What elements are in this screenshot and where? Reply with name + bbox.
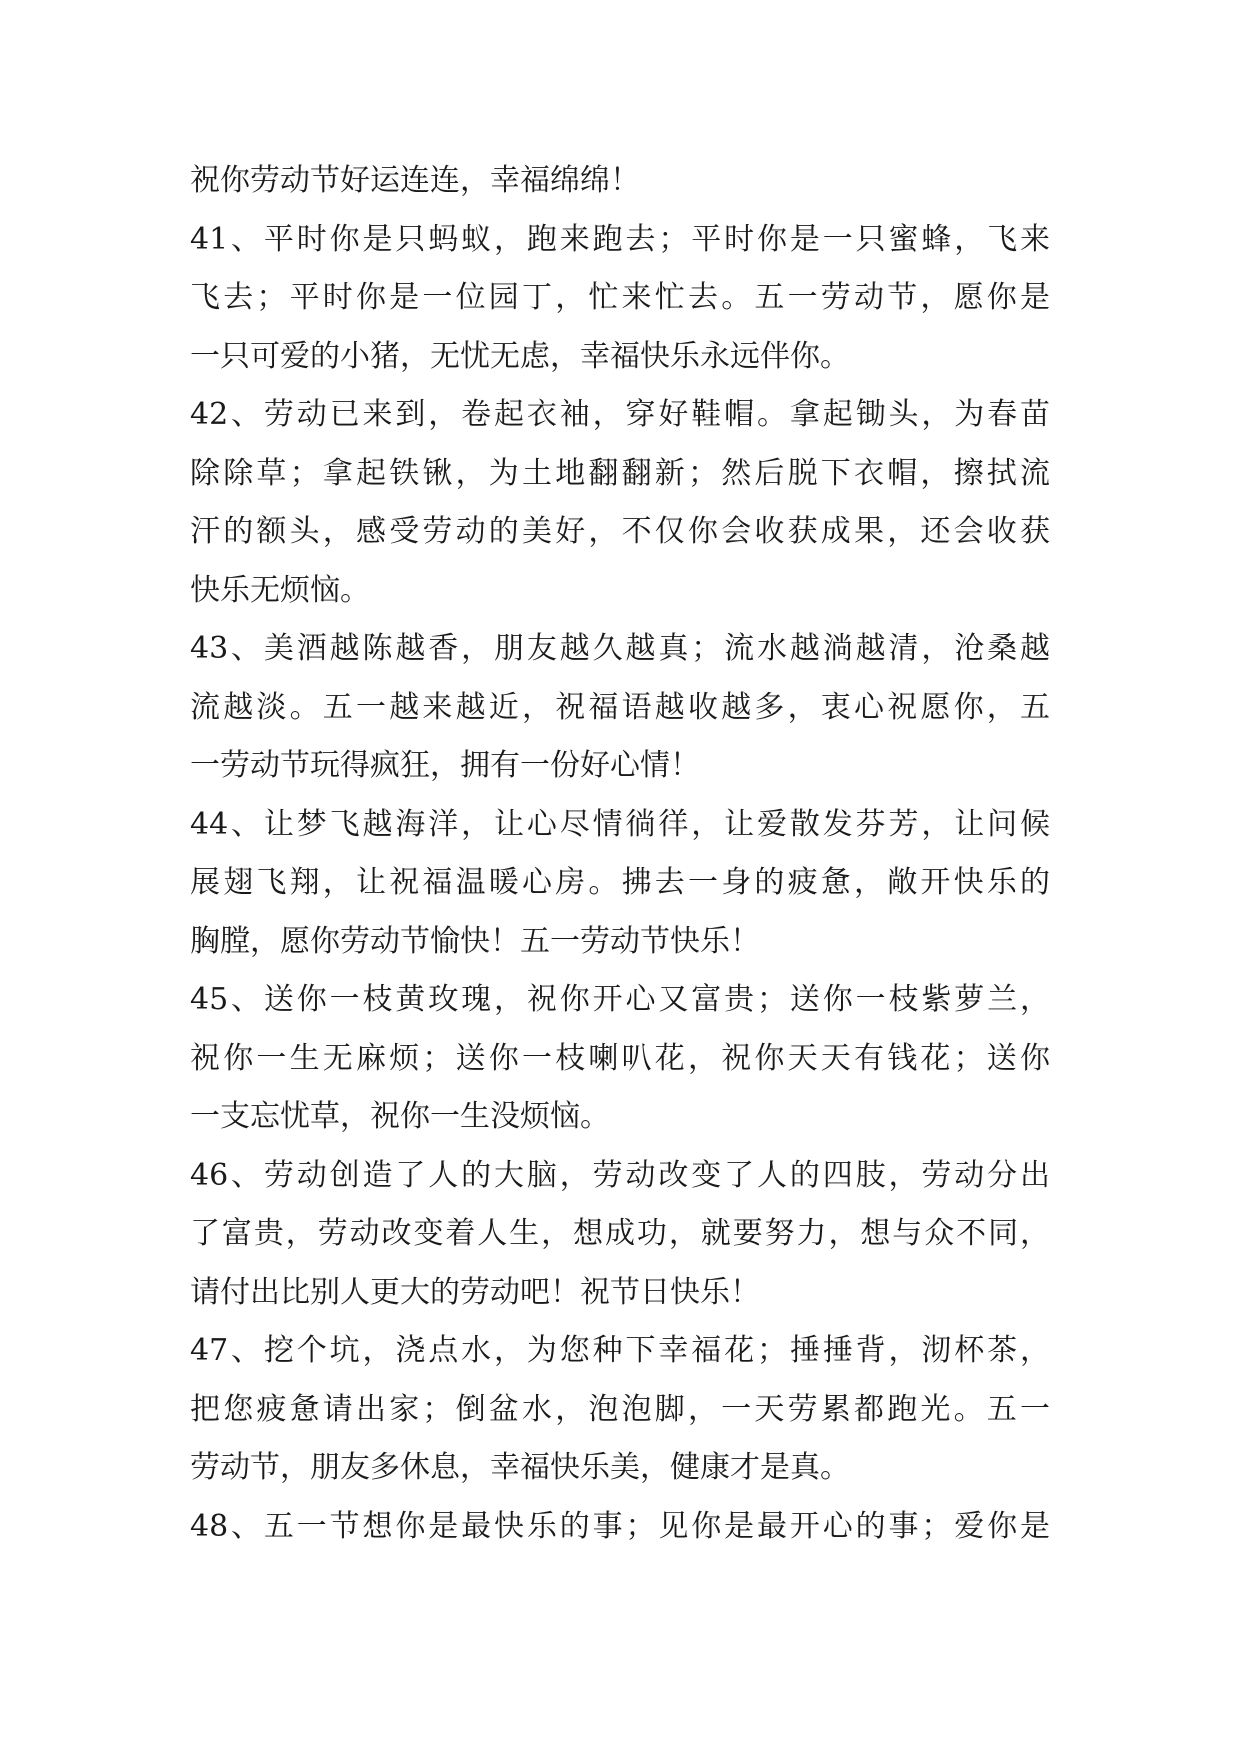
text-line: 45、送你一枝黄玫瑰，祝你开心又富贵；送你一枝紫萝兰， — [190, 982, 1050, 1017]
text-line: 飞去；平时你是一位园丁，忙来忙去。五一劳动节，愿你是 — [190, 280, 1050, 315]
document-body — [190, 152, 1050, 1556]
text-line: 祝你一生无麻烦；送你一枝喇叭花，祝你天天有钱花；送你 — [190, 1040, 1050, 1076]
text-line: 展翅飞翔，让祝福温暖心房。拂去一身的疲惫，敞开快乐的 — [190, 865, 1050, 900]
text-line: 一劳动节玩得疯狂，拥有一份好心情！ — [190, 748, 700, 783]
text-line: 41、平时你是只蚂蚁，跑来跑去；平时你是一只蜜蜂，飞来 — [190, 221, 1050, 257]
text-line: 把您疲惫请出家；倒盆水，泡泡脚，一天劳累都跑光。五一 — [190, 1391, 1050, 1427]
text-line: 了富贵，劳动改变着人生，想成功，就要努力，想与众不同， — [190, 1216, 1050, 1251]
text-line: 48、五一节想你是最快乐的事；见你是最开心的事；爱你是 — [190, 1508, 1050, 1544]
text-line: 除除草；拿起铁锹，为土地翻翻新；然后脱下衣帽，擦拭流 — [190, 455, 1050, 491]
text-line: 一只可爱的小猪，无忧无虑，幸福快乐永远伴你。 — [190, 338, 850, 374]
text-line: 汗的额头，感受劳动的美好，不仅你会收获成果，还会收获 — [190, 514, 1050, 549]
text-line: 一支忘忧草，祝你一生没烦恼。 — [190, 1099, 610, 1134]
text-line: 44、让梦飞越海洋，让心尽情徜徉，让爱散发芬芳，让问候 — [190, 806, 1050, 842]
text-line: 祝你劳动节好运连连，幸福绵绵！ — [190, 163, 640, 198]
text-line: 42、劳动已来到，卷起衣袖，穿好鞋帽。拿起锄头，为春苗 — [190, 397, 1050, 432]
text-line: 流越淡。五一越来越近，祝福语越收越多，衷心祝愿你，五 — [190, 689, 1050, 725]
text-line: 46、劳动创造了人的大脑，劳动改变了人的四肢，劳动分出 — [190, 1157, 1050, 1193]
text-line: 胸膛，愿你劳动节愉快！五一劳动节快乐！ — [190, 923, 760, 959]
text-line: 劳动节，朋友多休息，幸福快乐美，健康才是真。 — [190, 1450, 850, 1485]
text-line: 43、美酒越陈越香，朋友越久越真；流水越淌越清，沧桑越 — [190, 631, 1050, 666]
text-line: 请付出比别人更大的劳动吧！祝节日快乐！ — [190, 1274, 760, 1310]
text-line: 47、挖个坑，浇点水，为您种下幸福花；捶捶背，沏杯茶， — [190, 1333, 1050, 1368]
text-line: 快乐无烦恼。 — [190, 572, 370, 608]
